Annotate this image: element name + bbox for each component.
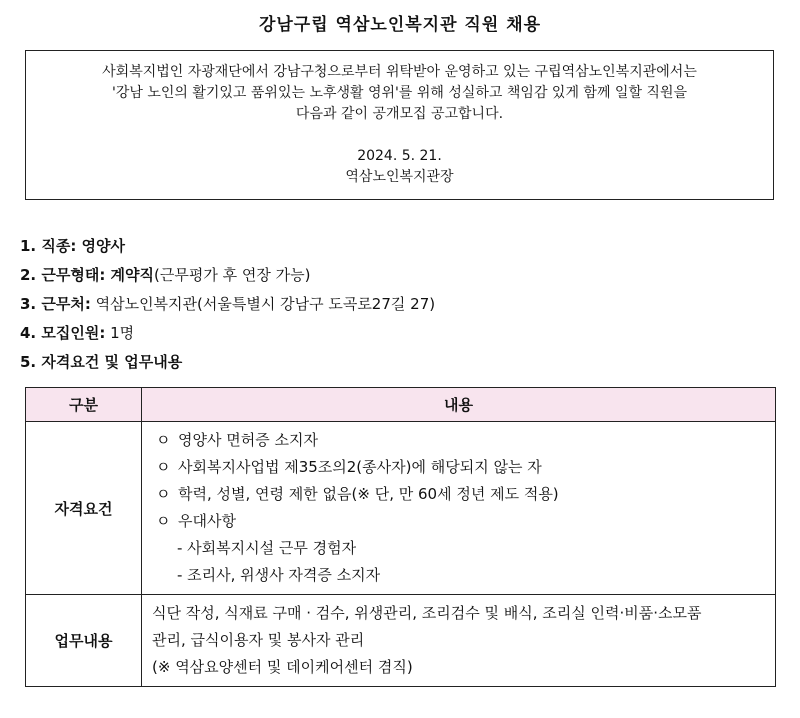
bullet-icon: ㅇ xyxy=(156,431,171,449)
list-item: ㅇ 영양사 면허증 소지자 xyxy=(152,427,775,454)
page-title: 강남구립 역삼노인복지관 직원 채용 xyxy=(258,15,542,35)
item-label: 4. 모집인원: xyxy=(20,324,106,342)
item-label: 2. 근무형태: 계약직 xyxy=(20,266,155,284)
item-label: 3. 근무처: xyxy=(20,295,91,313)
sub-list-item: - 조리사, 위생사 자격증 소지자 xyxy=(177,566,381,584)
list-item xyxy=(20,290,435,319)
bullet-icon: ㅇ xyxy=(156,458,171,476)
header-content: 내용 xyxy=(142,388,776,422)
spacer xyxy=(26,125,773,146)
bullet-icon: ㅇ xyxy=(156,485,171,503)
table-header-row xyxy=(26,388,776,422)
bullet-icon: ㅇ xyxy=(156,512,171,530)
duty-line: 관리, 급식이용자 및 봉사자 관리 xyxy=(152,631,365,649)
duties-label: 업무내용 xyxy=(26,595,142,687)
table-row xyxy=(26,595,776,687)
header-category: 구분 xyxy=(26,388,142,422)
item-value: (근무평가 후 연장 가능) xyxy=(154,266,311,284)
list-item xyxy=(20,319,435,348)
item-value: 1명 xyxy=(105,324,135,342)
job-details-list xyxy=(20,232,435,377)
requirements-table xyxy=(25,387,776,687)
qualification-label: 자격요건 xyxy=(26,422,142,595)
item-value: 역삼노인복지관(서울특별시 강남구 도곡로27길 27) xyxy=(90,295,436,313)
notice-line: 다음과 같이 공개모집 공고합니다. xyxy=(295,106,504,122)
duty-line: (※ 역삼요양센터 및 데이케어센터 겸직) xyxy=(152,658,413,676)
item-label: 1. 직종: 영양사 xyxy=(20,237,126,255)
notice-line: 사회복지법인 자광재단에서 강남구청으로부터 위탁받아 운영하고 있는 구립역삼노인복지관에서는 xyxy=(102,64,697,80)
list-item xyxy=(20,348,435,377)
table-row xyxy=(26,422,776,595)
list-item: ㅇ 사회복지사업법 제35조의2(종사자)에 해당되지 않는 자 xyxy=(152,454,775,481)
duty-line: 식단 작성, 식재료 구매 · 검수, 위생관리, 조리검수 및 배식, 조리실 인력·비품·소모품 xyxy=(152,604,702,622)
sub-list-item: - 사회복지시설 근무 경험자 xyxy=(177,539,357,557)
list-item xyxy=(20,261,435,290)
list-item: ㅇ 우대사항 xyxy=(152,508,775,535)
notice-line: '강남 노인의 활기있고 품위있는 노후생활 영위'를 위해 성실하고 책임감 있게 함께 일할 직원을 xyxy=(111,85,687,101)
notice-date: 2024. 5. 21. xyxy=(357,148,442,164)
qualification-content xyxy=(142,422,776,595)
list-item: ㅇ 학력, 성별, 연령 제한 없음(※ 단, 만 60세 정년 제도 적용) xyxy=(152,481,775,508)
notice-box xyxy=(25,50,774,200)
item-label: 5. 자격요건 및 업무내용 xyxy=(20,353,183,371)
list-item xyxy=(20,232,435,261)
notice-signer: 역삼노인복지관장 xyxy=(345,169,454,185)
duties-content xyxy=(142,595,776,687)
